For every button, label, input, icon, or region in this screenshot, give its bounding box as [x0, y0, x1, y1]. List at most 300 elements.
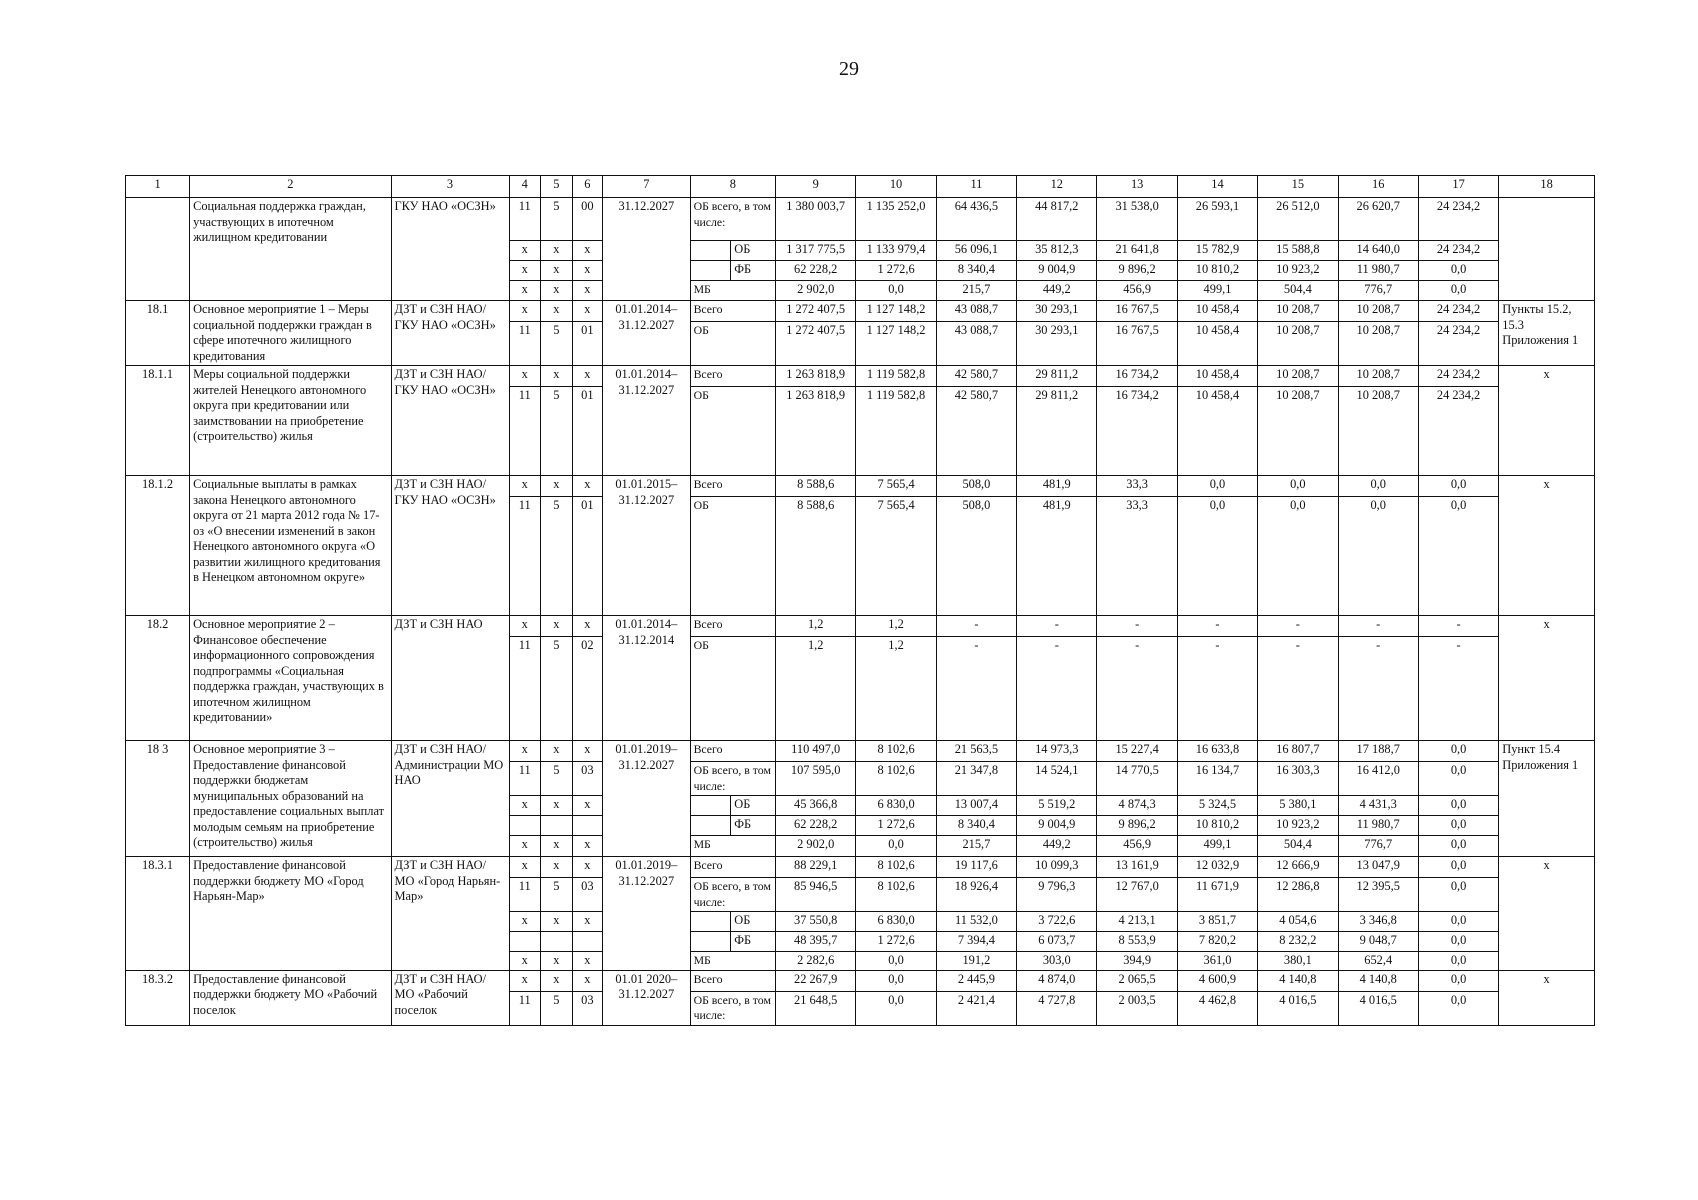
- value-cell: 361,0: [1177, 952, 1257, 971]
- value-cell: 1,2: [856, 637, 936, 741]
- value-cell: 4 600,9: [1177, 970, 1257, 991]
- value-cell: 5 519,2: [1017, 796, 1097, 816]
- item-period: 01.01.2015– 31.12.2027: [603, 476, 690, 616]
- code-cell: 01: [572, 322, 603, 366]
- funding-type-cell: ОБ всего, в том числе:: [690, 762, 775, 796]
- value-cell: 35 812,3: [1017, 241, 1097, 261]
- funding-type-cell: ОБ: [690, 637, 775, 741]
- column-header: 10: [856, 176, 936, 198]
- funding-type-cell: ОБ: [690, 322, 775, 366]
- value-cell: 17 188,7: [1338, 741, 1418, 762]
- value-cell: 29 811,2: [1017, 387, 1097, 476]
- value-cell: 1 317 775,5: [776, 241, 856, 261]
- code-cell: х: [509, 281, 541, 301]
- item-note: Пункт 15.4 Приложения 1: [1499, 741, 1595, 857]
- value-cell: 64 436,5: [936, 198, 1016, 241]
- value-cell: 1 380 003,7: [776, 198, 856, 241]
- value-cell: 394,9: [1097, 952, 1177, 971]
- value-cell: 45 366,8: [776, 796, 856, 816]
- value-cell: 1 272,6: [856, 932, 936, 952]
- value-cell: 0,0: [1418, 952, 1498, 971]
- value-cell: -: [1017, 616, 1097, 637]
- value-cell: 10 458,4: [1177, 387, 1257, 476]
- value-cell: 5 380,1: [1258, 796, 1338, 816]
- value-cell: 43 088,7: [936, 322, 1016, 366]
- code-cell: [572, 816, 603, 836]
- funding-type-cell: [690, 241, 731, 261]
- item-period: 01.01.2014– 31.12.2027: [603, 366, 690, 476]
- value-cell: 12 286,8: [1258, 878, 1338, 912]
- value-cell: 15 227,4: [1097, 741, 1177, 762]
- item-number: 18.2: [126, 616, 190, 741]
- value-cell: -: [1338, 616, 1418, 637]
- value-cell: 0,0: [1418, 741, 1498, 762]
- code-cell: х: [541, 970, 573, 991]
- value-cell: 11 980,7: [1338, 816, 1418, 836]
- value-cell: 24 234,2: [1418, 301, 1498, 322]
- value-cell: 4 874,3: [1097, 796, 1177, 816]
- item-number: 18.1: [126, 301, 190, 366]
- value-cell: 215,7: [936, 836, 1016, 857]
- code-cell: х: [572, 616, 603, 637]
- value-cell: 31 538,0: [1097, 198, 1177, 241]
- value-cell: 499,1: [1177, 836, 1257, 857]
- code-cell: 11: [509, 991, 541, 1025]
- value-cell: 8 340,4: [936, 261, 1016, 281]
- column-header: 7: [603, 176, 690, 198]
- item-name: Социальные выплаты в рамках закона Ненецкого автономного округа от 21 марта 2012 года № 17-оз «О внесении изменений в закон Ненецкого автономного округа «О развитии жилищного кредитования в Ненецком автономном округе»: [190, 476, 391, 616]
- value-cell: 0,0: [1418, 497, 1498, 616]
- value-cell: 1 133 979,4: [856, 241, 936, 261]
- column-header: 3: [391, 176, 509, 198]
- value-cell: 14 770,5: [1097, 762, 1177, 796]
- value-cell: 449,2: [1017, 836, 1097, 857]
- value-cell: 24 234,2: [1418, 241, 1498, 261]
- code-cell: 11: [509, 387, 541, 476]
- value-cell: 8 102,6: [856, 878, 936, 912]
- value-cell: 7 820,2: [1177, 932, 1257, 952]
- funding-type-cell: [690, 912, 731, 932]
- value-cell: 33,3: [1097, 497, 1177, 616]
- value-cell: 1 119 582,8: [856, 387, 936, 476]
- value-cell: 0,0: [1418, 476, 1498, 497]
- code-cell: х: [541, 301, 573, 322]
- value-cell: 16 412,0: [1338, 762, 1418, 796]
- value-cell: -: [1258, 616, 1338, 637]
- column-header: 11: [936, 176, 1016, 198]
- code-cell: 00: [572, 198, 603, 241]
- funding-type-cell: Всего: [690, 741, 775, 762]
- value-cell: 0,0: [1418, 932, 1498, 952]
- code-cell: х: [509, 796, 541, 816]
- column-header: 12: [1017, 176, 1097, 198]
- value-cell: 1 272 407,5: [776, 301, 856, 322]
- funding-subtype-cell: ОБ: [731, 241, 776, 261]
- funding-type-cell: МБ: [690, 281, 775, 301]
- funding-type-cell: ОБ: [690, 497, 775, 616]
- item-note: х: [1499, 857, 1595, 971]
- item-number: [126, 198, 190, 301]
- code-cell: х: [541, 796, 573, 816]
- value-cell: 26 593,1: [1177, 198, 1257, 241]
- code-cell: х: [572, 476, 603, 497]
- value-cell: 48 395,7: [776, 932, 856, 952]
- value-cell: 10 208,7: [1338, 387, 1418, 476]
- value-cell: 1 272 407,5: [776, 322, 856, 366]
- value-cell: 481,9: [1017, 497, 1097, 616]
- value-cell: 8 340,4: [936, 816, 1016, 836]
- value-cell: 456,9: [1097, 836, 1177, 857]
- value-cell: 37 550,8: [776, 912, 856, 932]
- value-cell: 1,2: [776, 637, 856, 741]
- value-cell: 1 263 818,9: [776, 366, 856, 387]
- code-cell: х: [572, 241, 603, 261]
- value-cell: 652,4: [1338, 952, 1418, 971]
- code-cell: х: [509, 857, 541, 878]
- value-cell: 7 565,4: [856, 497, 936, 616]
- value-cell: 16 134,7: [1177, 762, 1257, 796]
- item-name: Социальная поддержка граждан, участвующих в ипотечном жилищном кредитовании: [190, 198, 391, 301]
- value-cell: 10 810,2: [1177, 816, 1257, 836]
- value-cell: 499,1: [1177, 281, 1257, 301]
- value-cell: 21 648,5: [776, 991, 856, 1025]
- value-cell: 9 004,9: [1017, 261, 1097, 281]
- item-note: Пункты 15.2, 15.3 Приложения 1: [1499, 301, 1595, 366]
- item-note: х: [1499, 366, 1595, 476]
- item-note: х: [1499, 970, 1595, 1025]
- value-cell: 62 228,2: [776, 816, 856, 836]
- value-cell: 2 902,0: [776, 836, 856, 857]
- funding-type-cell: ОБ всего, в том числе:: [690, 198, 775, 241]
- value-cell: 4 016,5: [1258, 991, 1338, 1025]
- code-cell: 01: [572, 497, 603, 616]
- code-cell: х: [509, 741, 541, 762]
- value-cell: 4 140,8: [1338, 970, 1418, 991]
- value-cell: 0,0: [1418, 281, 1498, 301]
- code-cell: х: [572, 281, 603, 301]
- code-cell: х: [509, 952, 541, 971]
- funding-type-cell: ОБ всего, в том числе:: [690, 991, 775, 1025]
- item-executor: ДЗТ и СЗН НАО/ ГКУ НАО «ОСЗН»: [391, 301, 509, 366]
- value-cell: 11 532,0: [936, 912, 1016, 932]
- value-cell: 0,0: [1418, 261, 1498, 281]
- value-cell: 6 830,0: [856, 912, 936, 932]
- value-cell: 6 830,0: [856, 796, 936, 816]
- code-cell: х: [509, 912, 541, 932]
- code-cell: 03: [572, 991, 603, 1025]
- value-cell: 16 303,3: [1258, 762, 1338, 796]
- value-cell: 10 923,2: [1258, 816, 1338, 836]
- code-cell: х: [509, 301, 541, 322]
- value-cell: 110 497,0: [776, 741, 856, 762]
- funding-type-cell: [690, 816, 731, 836]
- value-cell: 13 161,9: [1097, 857, 1177, 878]
- code-cell: х: [572, 970, 603, 991]
- value-cell: 7 565,4: [856, 476, 936, 497]
- value-cell: 215,7: [936, 281, 1016, 301]
- funding-type-cell: Всего: [690, 301, 775, 322]
- table-row: [126, 366, 1595, 387]
- funding-type-cell: МБ: [690, 836, 775, 857]
- item-name: Предоставление финансовой поддержки бюджету МО «Рабочий поселок: [190, 970, 391, 1025]
- item-note: [1499, 198, 1595, 301]
- funding-type-cell: Всего: [690, 476, 775, 497]
- page-number: 29: [839, 58, 859, 80]
- code-cell: х: [572, 796, 603, 816]
- item-number: 18.1.2: [126, 476, 190, 616]
- column-header: 13: [1097, 176, 1177, 198]
- value-cell: 24 234,2: [1418, 387, 1498, 476]
- value-cell: 10 208,7: [1258, 301, 1338, 322]
- value-cell: 10 208,7: [1338, 366, 1418, 387]
- code-cell: х: [541, 952, 573, 971]
- value-cell: 10 923,2: [1258, 261, 1338, 281]
- code-cell: х: [509, 261, 541, 281]
- column-header: 9: [776, 176, 856, 198]
- value-cell: 9 004,9: [1017, 816, 1097, 836]
- item-number: 18.1.1: [126, 366, 190, 476]
- value-cell: 24 234,2: [1418, 322, 1498, 366]
- value-cell: 10 810,2: [1177, 261, 1257, 281]
- column-header: 4: [509, 176, 541, 198]
- value-cell: 4 016,5: [1338, 991, 1418, 1025]
- value-cell: 0,0: [1418, 970, 1498, 991]
- code-cell: х: [541, 241, 573, 261]
- value-cell: 0,0: [1418, 762, 1498, 796]
- code-cell: х: [541, 261, 573, 281]
- item-note: х: [1499, 616, 1595, 741]
- code-cell: 02: [572, 637, 603, 741]
- value-cell: 10 458,4: [1177, 322, 1257, 366]
- value-cell: 12 767,0: [1097, 878, 1177, 912]
- funding-type-cell: Всего: [690, 857, 775, 878]
- value-cell: 24 234,2: [1418, 198, 1498, 241]
- value-cell: 19 117,6: [936, 857, 1016, 878]
- column-header: 8: [690, 176, 775, 198]
- value-cell: 191,2: [936, 952, 1016, 971]
- code-cell: х: [572, 857, 603, 878]
- value-cell: -: [936, 616, 1016, 637]
- value-cell: 8 588,6: [776, 497, 856, 616]
- value-cell: 16 767,5: [1097, 322, 1177, 366]
- value-cell: 0,0: [1418, 912, 1498, 932]
- value-cell: 9 896,2: [1097, 816, 1177, 836]
- funding-type-cell: Всего: [690, 970, 775, 991]
- value-cell: 0,0: [1418, 816, 1498, 836]
- value-cell: 42 580,7: [936, 387, 1016, 476]
- code-cell: х: [509, 366, 541, 387]
- value-cell: 107 595,0: [776, 762, 856, 796]
- value-cell: 2 445,9: [936, 970, 1016, 991]
- value-cell: 1 272,6: [856, 261, 936, 281]
- code-cell: 5: [541, 387, 573, 476]
- code-cell: 5: [541, 198, 573, 241]
- value-cell: 10 208,7: [1258, 322, 1338, 366]
- value-cell: 14 524,1: [1017, 762, 1097, 796]
- item-name: Меры социальной поддержки жителей Ненецкого автономного округа при кредитовании или заимствовании на приобретение (строительство) жилья: [190, 366, 391, 476]
- value-cell: 1,2: [776, 616, 856, 637]
- code-cell: х: [541, 912, 573, 932]
- value-cell: 10 099,3: [1017, 857, 1097, 878]
- code-cell: 5: [541, 497, 573, 616]
- value-cell: 21 641,8: [1097, 241, 1177, 261]
- value-cell: 11 671,9: [1177, 878, 1257, 912]
- value-cell: 24 234,2: [1418, 366, 1498, 387]
- value-cell: 6 073,7: [1017, 932, 1097, 952]
- value-cell: 380,1: [1258, 952, 1338, 971]
- value-cell: 26 620,7: [1338, 198, 1418, 241]
- code-cell: х: [509, 241, 541, 261]
- item-period: 01.01.2019– 31.12.2027: [603, 857, 690, 971]
- value-cell: 4 140,8: [1258, 970, 1338, 991]
- code-cell: х: [509, 836, 541, 857]
- code-cell: х: [541, 281, 573, 301]
- value-cell: 2 902,0: [776, 281, 856, 301]
- value-cell: 16 633,8: [1177, 741, 1257, 762]
- value-cell: 1,2: [856, 616, 936, 637]
- code-cell: х: [541, 476, 573, 497]
- value-cell: 62 228,2: [776, 261, 856, 281]
- item-name: Предоставление финансовой поддержки бюджету МО «Город Нарьян-Мар»: [190, 857, 391, 971]
- value-cell: 1 263 818,9: [776, 387, 856, 476]
- funding-subtype-cell: ФБ: [731, 932, 776, 952]
- value-cell: 303,0: [1017, 952, 1097, 971]
- value-cell: 10 208,7: [1258, 366, 1338, 387]
- value-cell: 3 346,8: [1338, 912, 1418, 932]
- item-executor: ГКУ НАО «ОСЗН»: [391, 198, 509, 301]
- code-cell: 5: [541, 322, 573, 366]
- value-cell: 456,9: [1097, 281, 1177, 301]
- code-cell: х: [572, 301, 603, 322]
- code-cell: 01: [572, 387, 603, 476]
- value-cell: 0,0: [1418, 878, 1498, 912]
- value-cell: 4 213,1: [1097, 912, 1177, 932]
- item-period: 01.01.2019– 31.12.2027: [603, 741, 690, 857]
- code-cell: х: [509, 616, 541, 637]
- value-cell: 776,7: [1338, 281, 1418, 301]
- table-row: [126, 857, 1595, 878]
- value-cell: -: [1097, 637, 1177, 741]
- value-cell: 14 973,3: [1017, 741, 1097, 762]
- column-header: 2: [190, 176, 391, 198]
- value-cell: 9 896,2: [1097, 261, 1177, 281]
- value-cell: -: [1418, 637, 1498, 741]
- item-executor: ДЗТ и СЗН НАО/ МО «Рабочий поселок: [391, 970, 509, 1025]
- code-cell: х: [572, 741, 603, 762]
- column-header: 5: [541, 176, 573, 198]
- value-cell: 508,0: [936, 476, 1016, 497]
- code-cell: 5: [541, 878, 573, 912]
- item-period: 01.01 2020– 31.12.2027: [603, 970, 690, 1025]
- value-cell: -: [1258, 637, 1338, 741]
- value-cell: 8 102,6: [856, 857, 936, 878]
- value-cell: 88 229,1: [776, 857, 856, 878]
- code-cell: 11: [509, 878, 541, 912]
- column-header: 6: [572, 176, 603, 198]
- item-number: 18 3: [126, 741, 190, 857]
- value-cell: 7 394,4: [936, 932, 1016, 952]
- value-cell: 4 874,0: [1017, 970, 1097, 991]
- value-cell: 8 588,6: [776, 476, 856, 497]
- value-cell: 9 796,3: [1017, 878, 1097, 912]
- value-cell: 1 119 582,8: [856, 366, 936, 387]
- value-cell: 10 208,7: [1338, 301, 1418, 322]
- funding-type-cell: ОБ: [690, 387, 775, 476]
- value-cell: 16 734,2: [1097, 387, 1177, 476]
- value-cell: 0,0: [1177, 476, 1257, 497]
- item-period: 01.01.2014– 31.12.2027: [603, 301, 690, 366]
- value-cell: 18 926,4: [936, 878, 1016, 912]
- funding-type-cell: Всего: [690, 366, 775, 387]
- value-cell: 0,0: [1177, 497, 1257, 616]
- value-cell: 8 102,6: [856, 762, 936, 796]
- funding-type-cell: ОБ всего, в том числе:: [690, 878, 775, 912]
- funding-subtype-cell: ФБ: [731, 261, 776, 281]
- table-row: [126, 198, 1595, 241]
- code-cell: 11: [509, 322, 541, 366]
- item-name: Основное мероприятие 1 – Меры социальной поддержки граждан в сфере ипотечного жилищного кредитования: [190, 301, 391, 366]
- item-executor: ДЗТ и СЗН НАО: [391, 616, 509, 741]
- code-cell: х: [572, 912, 603, 932]
- column-header: 1: [126, 176, 190, 198]
- funding-type-cell: МБ: [690, 952, 775, 971]
- value-cell: -: [1338, 637, 1418, 741]
- value-cell: -: [1418, 616, 1498, 637]
- value-cell: 0,0: [1258, 476, 1338, 497]
- funding-subtype-cell: ФБ: [731, 816, 776, 836]
- value-cell: 33,3: [1097, 476, 1177, 497]
- value-cell: 0,0: [856, 836, 936, 857]
- value-cell: 4 431,3: [1338, 796, 1418, 816]
- value-cell: -: [1017, 637, 1097, 741]
- value-cell: 2 065,5: [1097, 970, 1177, 991]
- value-cell: 1 127 148,2: [856, 322, 936, 366]
- value-cell: 0,0: [1418, 836, 1498, 857]
- value-cell: 10 208,7: [1258, 387, 1338, 476]
- value-cell: -: [1097, 616, 1177, 637]
- code-cell: [572, 932, 603, 952]
- value-cell: 56 096,1: [936, 241, 1016, 261]
- item-executor: ДЗТ и СЗН НАО/ МО «Город Нарьян-Мар»: [391, 857, 509, 971]
- code-cell: х: [541, 616, 573, 637]
- item-period: 01.01.2014– 31.12.2014: [603, 616, 690, 741]
- table-row: [126, 970, 1595, 991]
- column-header: 14: [1177, 176, 1257, 198]
- value-cell: 504,4: [1258, 836, 1338, 857]
- value-cell: 0,0: [1338, 476, 1418, 497]
- value-cell: 12 395,5: [1338, 878, 1418, 912]
- item-number: 18.3.2: [126, 970, 190, 1025]
- item-executor: ДЗТ и СЗН НАО/ Администрации МО НАО: [391, 741, 509, 857]
- value-cell: 776,7: [1338, 836, 1418, 857]
- value-cell: 0,0: [856, 281, 936, 301]
- column-header: 17: [1418, 176, 1498, 198]
- value-cell: 0,0: [856, 952, 936, 971]
- value-cell: 0,0: [856, 991, 936, 1025]
- table-row: [126, 476, 1595, 497]
- item-executor: ДЗТ и СЗН НАО/ ГКУ НАО «ОСЗН»: [391, 476, 509, 616]
- value-cell: 16 767,5: [1097, 301, 1177, 322]
- value-cell: -: [936, 637, 1016, 741]
- value-cell: 8 232,2: [1258, 932, 1338, 952]
- value-cell: 11 980,7: [1338, 261, 1418, 281]
- value-cell: 1 127 148,2: [856, 301, 936, 322]
- value-cell: 29 811,2: [1017, 366, 1097, 387]
- value-cell: 26 512,0: [1258, 198, 1338, 241]
- value-cell: 0,0: [856, 970, 936, 991]
- code-cell: х: [541, 857, 573, 878]
- value-cell: 85 946,5: [776, 878, 856, 912]
